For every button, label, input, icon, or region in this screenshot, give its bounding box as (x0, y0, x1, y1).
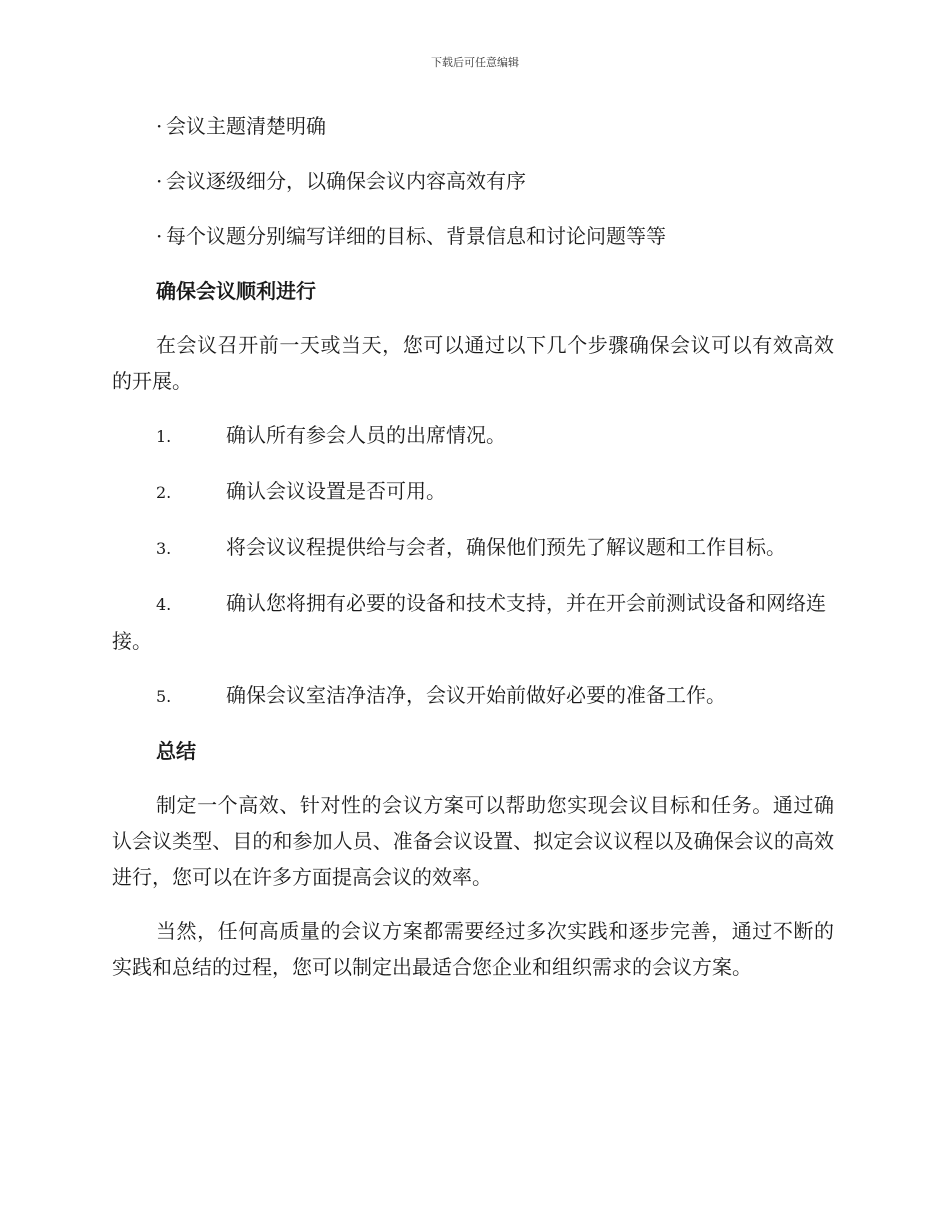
step-number: 1. (156, 427, 172, 446)
document-body (112, 108, 834, 1003)
numbered-step (112, 417, 834, 455)
bullet-mark: · (156, 169, 163, 193)
section-intro-paragraph: 在会议召开前一天或当天，您可以通过以下几个步骤确保会议可以有效高效的开展。 (112, 333, 834, 393)
step-number: 5. (156, 687, 172, 706)
step-text: 确认会议设置是否可用。 (226, 479, 446, 503)
section-heading-summary: 总结 (156, 739, 196, 763)
step-number: 3. (156, 539, 172, 558)
summary-paragraph-1: 制定一个高效、针对性的会议方案可以帮助您实现会议目标和任务。通过确认会议类型、目的和参加人员、准备会议设置、拟定会议议程以及确保会议的高效进行，您可以在许多方面提高会议的效率。 (112, 793, 834, 889)
bullet-item (156, 108, 834, 144)
bullet-item (156, 218, 834, 254)
summary-paragraph-2: 当然，任何高质量的会议方案都需要经过多次实践和逐步完善，通过不断的实践和总结的过程，您可以制定出最适合您企业和组织需求的会议方案。 (112, 919, 834, 979)
numbered-step (112, 677, 834, 715)
bullet-item (156, 163, 834, 199)
step-text: 确保会议室洁净洁净，会议开始前做好必要的准备工作。 (226, 683, 726, 707)
header-note: 下载后可任意编辑 (431, 56, 519, 69)
step-number: 4. (156, 595, 172, 614)
bullet-text: 每个议题分别编写详细的目标、背景信息和讨论问题等等 (166, 224, 666, 248)
step-text: 确认所有参会人员的出席情况。 (226, 423, 506, 447)
bullet-mark: · (156, 114, 163, 138)
numbered-step (112, 529, 834, 567)
section-heading-ensure-meeting: 确保会议顺利进行 (156, 279, 316, 303)
bullet-text: 会议逐级细分，以确保会议内容高效有序 (166, 169, 526, 193)
numbered-step (112, 473, 834, 511)
step-text: 确认您将拥有必要的设备和技术支持，并在开会前测试设备和网络连接。 (112, 591, 826, 653)
bullet-text: 会议主题清楚明确 (166, 114, 326, 138)
step-number: 2. (156, 483, 172, 502)
numbered-step (112, 585, 834, 659)
step-text: 将会议议程提供给与会者，确保他们预先了解议题和工作目标。 (226, 535, 786, 559)
bullet-mark: · (156, 224, 163, 248)
